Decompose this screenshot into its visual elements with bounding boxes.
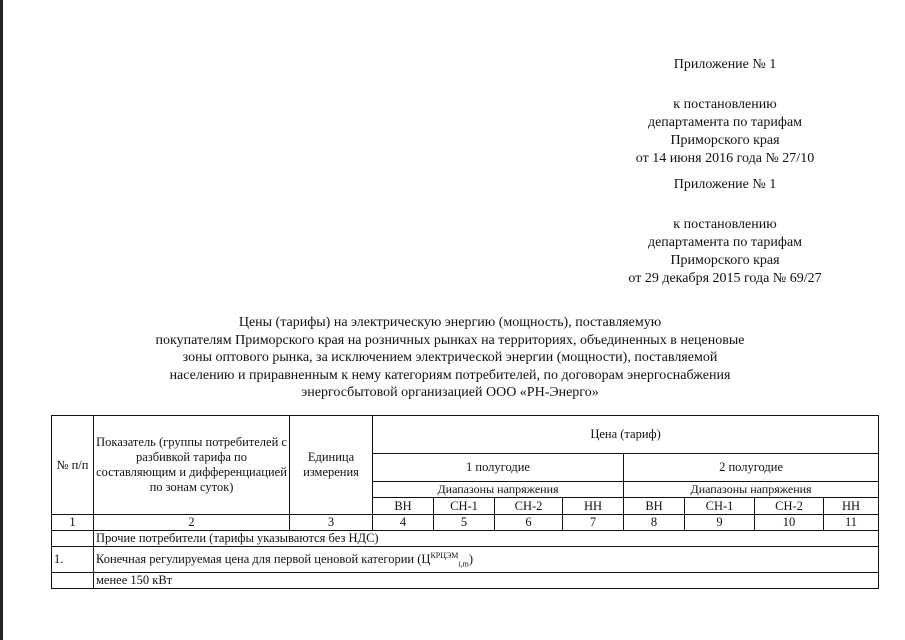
column-number: 4 — [373, 515, 434, 531]
column-number: 9 — [685, 515, 755, 531]
level-nn: НН — [563, 498, 624, 515]
row-label: Конечная регулируемая цена для первой ценовой категории (Ц — [96, 552, 431, 566]
voltage-ranges-half2: Диапазоны напряжения — [624, 482, 879, 498]
col-header-unit: Единица измерения — [290, 416, 373, 515]
appendix-label-2: Приложение № 1 — [673, 177, 777, 192]
resolution-block-1 — [560, 96, 890, 168]
column-number: 5 — [434, 515, 495, 531]
level-vn: ВН — [624, 498, 685, 515]
resolution-line: Приморского края — [670, 253, 780, 268]
table-row — [52, 531, 879, 547]
column-number: 10 — [755, 515, 824, 531]
column-number: 7 — [563, 515, 624, 531]
column-number: 8 — [624, 515, 685, 531]
col-header-half2: 2 полугодие — [624, 454, 879, 482]
appendix-label-1: Приложение № 1 — [673, 57, 777, 72]
col-header-half1: 1 полугодие — [373, 454, 624, 482]
table-row — [52, 547, 879, 573]
level-sn2: СН-2 — [755, 498, 824, 515]
column-number: 11 — [824, 515, 879, 531]
document-title: Цены (тарифы) на электрическую энергию (мощность), поставляемую покупателям Приморского края на розничных рынках на территориях, объединенных в неценовые зоны оптового рынка, за исключением электрической энергии (мощности), поставляемой населению и приравненным к нему категориям потребителей, по договорам энергоснабжения энергосбытовой организацией ООО «РН-Энерго» — [155, 315, 745, 400]
resolution-line: Приморского края — [670, 133, 780, 148]
resolution-line: от 29 декабря 2015 года № 69/27 — [628, 271, 822, 286]
level-nn: НН — [824, 498, 879, 515]
resolution-line: от 14 июня 2016 года № 27/10 — [635, 151, 815, 166]
level-sn2: СН-2 — [495, 498, 563, 515]
column-number: 2 — [94, 515, 290, 531]
page-edge — [0, 0, 3, 640]
voltage-ranges-half1: Диапазоны напряжения — [373, 482, 624, 498]
col-header-number: № п/п — [52, 416, 94, 515]
table-row — [52, 573, 879, 589]
resolution-line: департамента по тарифам — [647, 115, 803, 130]
col-header-indicator: Показатель (группы потребителей с разбивкой тарифа по составляющим и дифференциацией по зонам суток) — [94, 416, 290, 515]
col-header-price: Цена (тариф) — [373, 416, 879, 454]
formula-subscript: i,m — [458, 559, 469, 569]
level-sn1: СН-1 — [434, 498, 495, 515]
row-number-cell — [52, 531, 94, 547]
tariff-table — [51, 415, 879, 589]
section-other-consumers: Прочие потребители (тарифы указываются без НДС) — [94, 531, 879, 547]
column-number-row — [52, 515, 879, 531]
column-number: 6 — [495, 515, 563, 531]
formula-superscript: КРЦЭМ — [430, 550, 459, 560]
row-final-price-cat1 — [94, 547, 879, 573]
level-vn: ВН — [373, 498, 434, 515]
row-number-cell — [52, 573, 94, 589]
resolution-line: департамента по тарифам — [647, 235, 803, 250]
row-less-150kw: менее 150 кВт — [94, 573, 879, 589]
resolution-block-2 — [560, 216, 890, 288]
formula-close: ) — [468, 552, 474, 566]
column-number: 1 — [52, 515, 94, 531]
level-sn1: СН-1 — [685, 498, 755, 515]
resolution-line: к постановлению — [673, 97, 777, 112]
column-number: 3 — [290, 515, 373, 531]
resolution-line: к постановлению — [673, 217, 777, 232]
row-number: 1. — [52, 547, 94, 573]
